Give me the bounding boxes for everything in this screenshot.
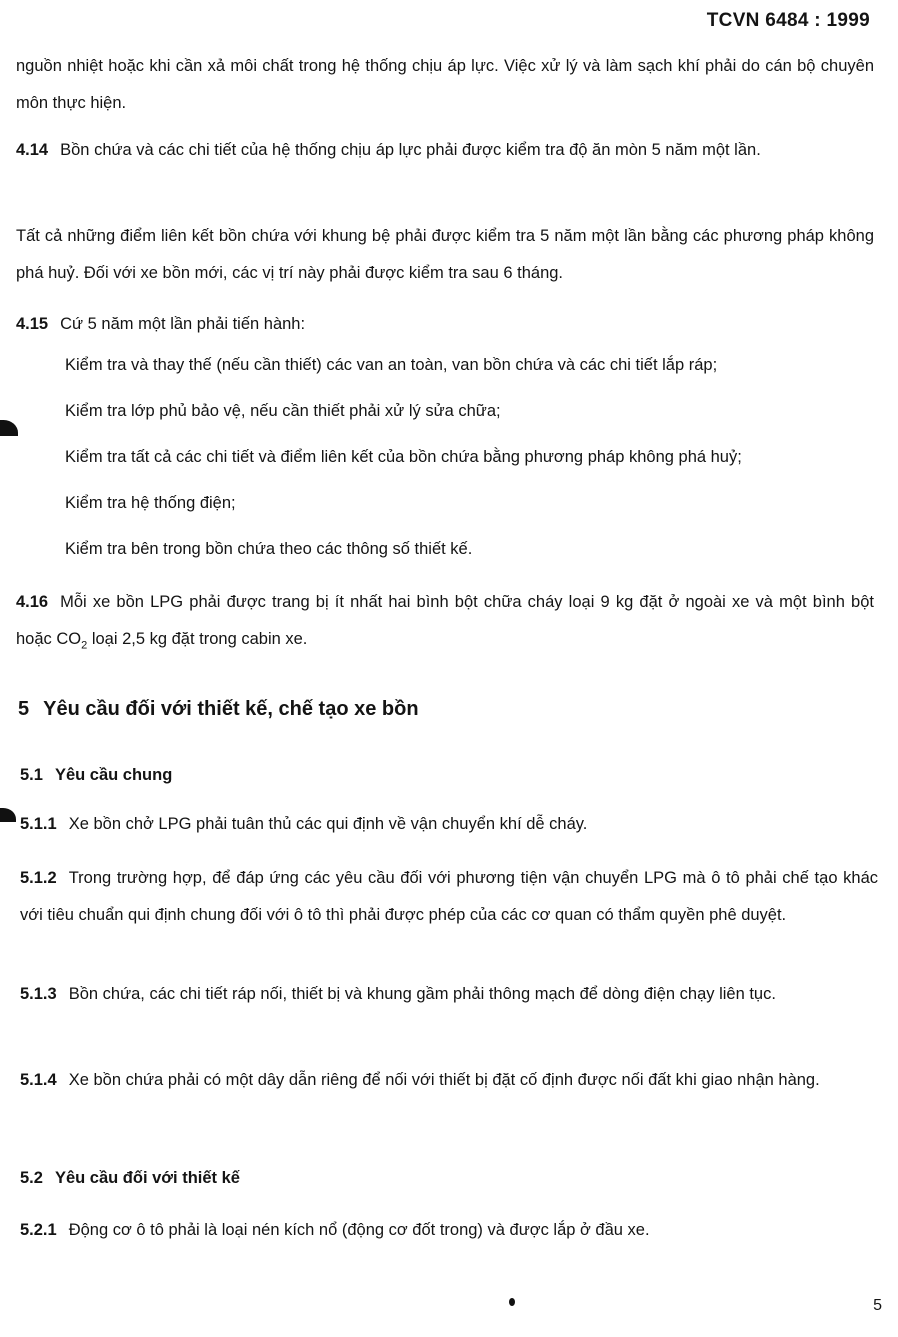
clause-number: 5.1.4	[20, 1071, 57, 1089]
clause-text: Động cơ ô tô phải là loại nén kích nổ (động cơ đốt trong) và được lắp ở đầu xe.	[68, 1221, 650, 1239]
clause-number: 4.16	[16, 593, 49, 611]
paragraph-text: nguồn nhiệt hoặc khi cần xả môi chất trong hệ thống chịu áp lực. Việc xử lý và làm sạch khí phải do cán bộ chuyên môn thực hiện.	[16, 57, 874, 112]
clause-text: Xe bồn chứa phải có một dây dẫn riêng để nối với thiết bị đặt cố định được nối đất khi giao nhận hàng.	[68, 1071, 820, 1089]
section-title: Yêu cầu đối với thiết kế, chế tạo xe bồn	[43, 698, 419, 720]
section-heading-5	[18, 698, 419, 721]
clause-5-1-3	[20, 976, 878, 1013]
clause-text-end: loại 2,5 kg đặt trong cabin xe.	[87, 630, 308, 648]
list-item: Kiểm tra và thay thế (nếu cần thiết) các van an toàn, van bồn chứa và các chi tiết lắp ráp;	[65, 356, 718, 374]
clause-text: Trong trường hợp, để đáp ứng các yêu cầu đối với phương tiện vận chuyển LPG mà ô tô phải chế tạo khác với tiêu chuẩn qui định chung đối với ô tô thì phải được phép của các cơ quan có thẩm quyền phê duyệt.	[20, 869, 878, 924]
clause-number: 5.1.1	[20, 815, 57, 833]
clause-number: 4.14	[16, 141, 49, 159]
clause-number: 5.1.3	[20, 985, 57, 1003]
subsection-number: 5.1	[20, 766, 43, 784]
subsection-title: Yêu cầu đối với thiết kế	[54, 1169, 240, 1187]
subscript: 2	[81, 639, 88, 652]
paragraph-continuation	[16, 48, 874, 122]
clause-text: Mỗi xe bồn LPG phải được trang bị ít nhất hai bình bột chữa cháy loại 9 kg đặt ở ngoài xe và một bình bột hoặc CO	[16, 593, 874, 648]
clause-text: Bồn chứa, các chi tiết ráp nối, thiết bị và khung gầm phải thông mạch để dòng điện chạy liên tục.	[68, 985, 776, 1003]
paragraph-text: Tất cả những điểm liên kết bồn chứa với khung bệ phải được kiểm tra 5 năm một lần bằng các phương pháp không phá huỷ. Đối với xe bồn mới, các vị trí này phải được kiểm tra sau 6 tháng.	[16, 227, 874, 282]
list-item: Kiểm tra hệ thống điện;	[65, 494, 236, 512]
paragraph-connection-check	[16, 218, 874, 292]
list-item: Kiểm tra bên trong bồn chứa theo các thông số thiết kế.	[65, 540, 473, 558]
section-number: 5	[18, 698, 30, 720]
clause-4-15	[16, 306, 874, 343]
clause-number: 5.2.1	[20, 1221, 57, 1239]
subsection-title: Yêu cầu chung	[54, 766, 173, 784]
clause-text: Cứ 5 năm một lần phải tiến hành:	[60, 315, 306, 333]
subsection-heading-5-2	[20, 1169, 240, 1188]
clause-4-16	[16, 584, 874, 664]
scan-mark	[0, 808, 16, 822]
list-item: Kiểm tra tất cả các chi tiết và điểm liên kết của bồn chứa bằng phương pháp không phá huỷ;	[65, 448, 742, 466]
clause-4-14	[16, 132, 874, 169]
clause-5-1-2	[20, 860, 878, 934]
subsection-heading-5-1	[20, 766, 172, 785]
standard-code: TCVN 6484 : 1999	[706, 10, 870, 31]
scan-dot	[509, 1298, 515, 1306]
clause-5-2-1	[20, 1212, 874, 1249]
clause-text: Xe bồn chở LPG phải tuân thủ các qui định về vận chuyển khí dễ cháy.	[68, 815, 588, 833]
clause-number: 4.15	[16, 315, 49, 333]
page-number: 5	[873, 1297, 882, 1314]
clause-5-1-4	[20, 1062, 878, 1099]
subsection-number: 5.2	[20, 1169, 43, 1187]
scan-mark	[0, 420, 18, 436]
clause-text: Bồn chứa và các chi tiết của hệ thống chịu áp lực phải được kiểm tra độ ăn mòn 5 năm một lần.	[60, 141, 761, 159]
clause-5-1-1	[20, 806, 874, 843]
list-item: Kiểm tra lớp phủ bảo vệ, nếu cần thiết phải xử lý sửa chữa;	[65, 402, 501, 420]
clause-number: 5.1.2	[20, 869, 57, 887]
